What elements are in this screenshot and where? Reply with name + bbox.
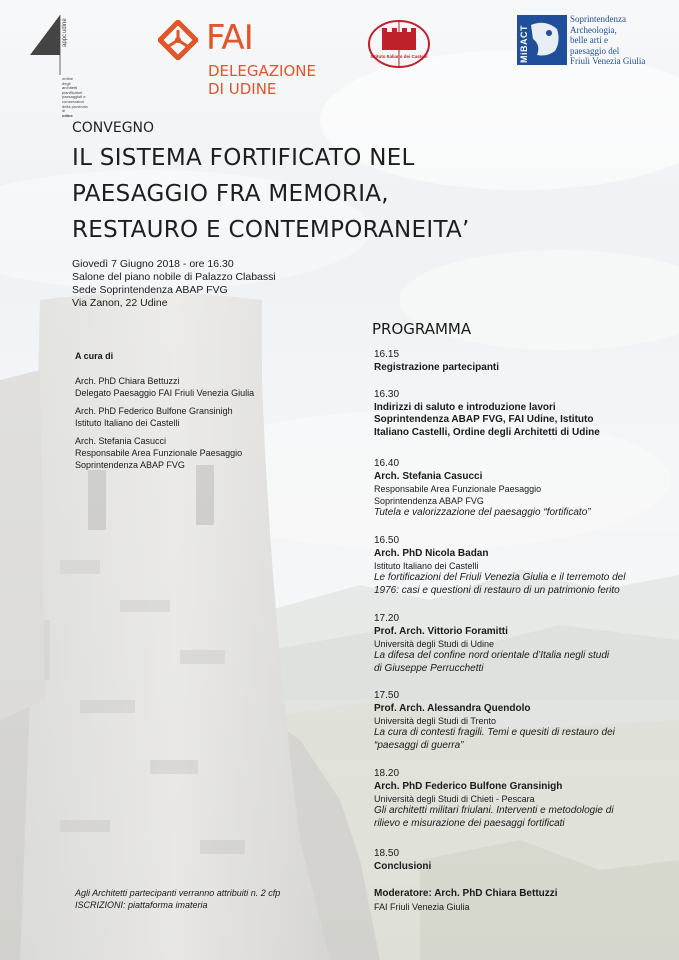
appc-top-text: appc bbox=[62, 33, 68, 47]
soprintendenza-caption: Soprintendenza Archeologia, belle arti e paesaggio del Friuli Venezia Giulia bbox=[570, 14, 646, 66]
program-time: 16.30 bbox=[374, 389, 400, 400]
program-time: 17.20 bbox=[374, 613, 400, 624]
program-time: 17.50 bbox=[374, 690, 400, 701]
program-item: 16.40 Arch. Stefania Casucci Responsabile Area Funzionale Paesaggio Soprintendenza ABAP FVG Tutela e valorizzazione del paesaggio “fortificato” bbox=[374, 458, 674, 520]
mibact-logo bbox=[517, 15, 677, 67]
title-line: RESTAURO E CONTEMPORANEITA’ bbox=[72, 217, 470, 243]
curator-role: Delegato Paesaggio FAI Friuli Venezia Giulia bbox=[75, 388, 255, 398]
footer-notes bbox=[75, 888, 280, 911]
mibact-label: MiBACT bbox=[519, 25, 529, 63]
program-time: 18.50 bbox=[374, 848, 400, 859]
program-item: 17.50 Prof. Arch. Alessandra Quendolo Università degli Studi di Trento La cura di contesti fragili. Temi e quesiti di restauro dei “paesaggi di guerra” bbox=[374, 690, 674, 752]
curator-role: Soprintendenza ABAP FVG bbox=[75, 460, 185, 470]
program-item: 18.20 Arch. PhD Federico Bulfone Gransinigh Università degli Studi di Chieti - Pescara Gli architetti militari friulani. Interventi e metodologie di rilievo e misurazione dei paesaggi fortificati bbox=[374, 768, 674, 830]
appc-mark-icon bbox=[30, 15, 90, 75]
fai-wordmark: FAI bbox=[206, 18, 253, 58]
cfp-note: Agli Architetti partecipanti verranno attribuiti n. 2 cfp bbox=[75, 888, 281, 898]
fai-mark-icon bbox=[158, 20, 198, 60]
curator-name: Arch. PhD Federico Bulfone Gransinigh bbox=[75, 406, 233, 416]
curator-name: Arch. PhD Chiara Bettuzzi bbox=[75, 376, 180, 386]
iic-logo bbox=[368, 20, 430, 72]
castle-seal-icon bbox=[368, 20, 430, 68]
curator-role: Istituto Italiano dei Castelli bbox=[75, 418, 180, 428]
fai-sub1: DELEGAZIONE bbox=[208, 62, 316, 80]
event-info bbox=[72, 258, 276, 310]
convegno-kicker: CONVEGNO bbox=[72, 120, 155, 136]
program-time: 16.50 bbox=[374, 535, 400, 546]
curators bbox=[75, 350, 254, 471]
moderator bbox=[374, 888, 674, 913]
curator-role: Responsabile Area Funzionale Paesaggio bbox=[75, 448, 243, 458]
program-item: 16.50 Arch. PhD Nicola Badan Istituto Italiano dei Castelli Le fortificazioni del Friuli Venezia Giulia e il terremoto del 1976: casi e questioni di restauro di un patrimonio ferito bbox=[374, 535, 674, 597]
title-line: PAESAGGIO FRA MEMORIA, bbox=[72, 181, 389, 207]
fai-sub2: DI UDINE bbox=[208, 80, 277, 98]
moderator-affil: FAI Friuli Venezia Giulia bbox=[374, 901, 470, 912]
program-item: 18.50 Conclusioni bbox=[374, 848, 674, 873]
appc-logo bbox=[30, 15, 90, 118]
iic-name: Istituto Italiano dei Castelli bbox=[370, 54, 428, 59]
program-heading: PROGRAMMA bbox=[372, 320, 472, 338]
title-line: IL SISTEMA FORTIFICATO NEL bbox=[72, 145, 415, 171]
program-item: 16.30 Indirizzi di saluto e introduzione lavori Soprintendenza ABAP FVG, FAI Udine, Istituto Italiano Castelli, Ordine degli Architetti di Udine bbox=[374, 389, 674, 439]
program-item: 16.15 Registrazione partecipanti bbox=[374, 349, 674, 374]
event-date: Giovedì 7 Giugno 2018 - ore 16.30 bbox=[72, 258, 234, 270]
event-seat: Sede Soprintendenza ABAP FVG bbox=[72, 284, 228, 296]
appc-caption: ordine degli architetti pianificatori paesaggisti e conservatori della provincia di udine bbox=[62, 76, 88, 118]
fai-logo bbox=[158, 18, 328, 103]
page-title bbox=[72, 140, 470, 248]
program-time: 16.15 bbox=[374, 349, 400, 360]
program-time: 18.20 bbox=[374, 768, 400, 779]
registration-note: ISCRIZIONI: piattaforma imateria bbox=[75, 899, 208, 910]
curator-name: Arch. Stefania Casucci bbox=[75, 436, 167, 446]
event-venue: Salone del piano nobile di Palazzo Clabassi bbox=[72, 271, 276, 283]
curators-heading: A cura di bbox=[75, 351, 114, 361]
program-time: 16.40 bbox=[374, 458, 400, 469]
appc-side-text: udine bbox=[62, 18, 68, 33]
event-address: Via Zanon, 22 Udine bbox=[72, 297, 168, 309]
program-item: 17.20 Prof. Arch. Vittorio Foramitti Università degli Studi di Udine La difesa del confine nord orientale d’Italia negli studi di Giuseppe Perrucchetti bbox=[374, 613, 674, 675]
mibact-emblem bbox=[517, 15, 567, 65]
moderator-label: Moderatore: Arch. PhD Chiara Bettuzzi bbox=[374, 888, 558, 899]
